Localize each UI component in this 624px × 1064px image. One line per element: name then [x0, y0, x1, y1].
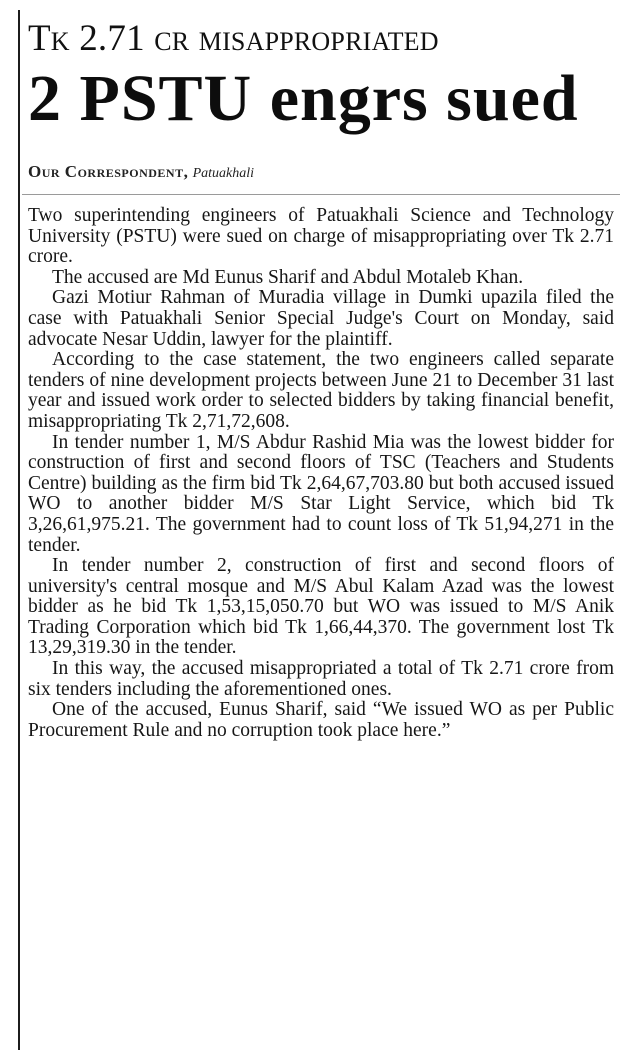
byline-location: Patuakhali — [192, 166, 255, 181]
byline-author: Our Correspondent, — [28, 162, 189, 181]
paragraph-4: According to the case statement, the two engineers called separate tenders of nine development projects between June 21 to December 31 last year and issued work order to selected bidders by taking financial benefit, misappropriating Tk 2,71,72,608. — [28, 349, 614, 432]
paragraph-6: In tender number 2, construction of first and second floors of university's central mosque and M/S Abul Kalam Azad was the lowest bidder as he bid Tk 1,53,15,050.70 but WO was issued to M/S Anik Trading Corporation which bid Tk 1,66,44,370. The government lost Tk 13,29,319.30 in the tender. — [28, 555, 614, 659]
byline — [28, 162, 254, 184]
byline-separator — [22, 194, 620, 195]
paragraph-7: In this way, the accused misappropriated a total of Tk 2.71 crore from six tenders including the aforementioned ones. — [28, 658, 614, 700]
kicker: Tk 2.71 cr misappropriated — [28, 18, 439, 59]
article-body — [28, 206, 614, 741]
paragraph-8: One of the accused, Eunus Sharif, said “We issued WO as per Public Procurement Rule and no corruption took place here.” — [28, 699, 614, 741]
headline: 2 PSTU engrs sued — [28, 62, 579, 135]
paragraph-3: Gazi Motiur Rahman of Muradia village in Dumki upazila filed the case with Patuakhali Senior Special Judge's Court on Monday, said advocate Nesar Uddin, lawyer for the plaintiff. — [28, 287, 614, 350]
paragraph-1: Two superintending engineers of Patuakhali Science and Technology University (PSTU) were sued on charge of misappropriating over Tk 2.71 crore. — [28, 205, 614, 268]
headline-block — [28, 18, 618, 135]
paragraph-2: The accused are Md Eunus Sharif and Abdul Motaleb Khan. — [52, 266, 524, 288]
left-column-rule — [18, 10, 20, 1050]
paragraph-5: In tender number 1, M/S Abdur Rashid Mia was the lowest bidder for construction of first and second floors of TSC (Teachers and Students Centre) building as the firm bid Tk 2,64,67,703.80 but both accused issued WO to another bidder M/S Star Light Service, which bid Tk 3,26,61,975.21. The government had to count loss of Tk 51,94,271 in the tender. — [28, 431, 614, 556]
